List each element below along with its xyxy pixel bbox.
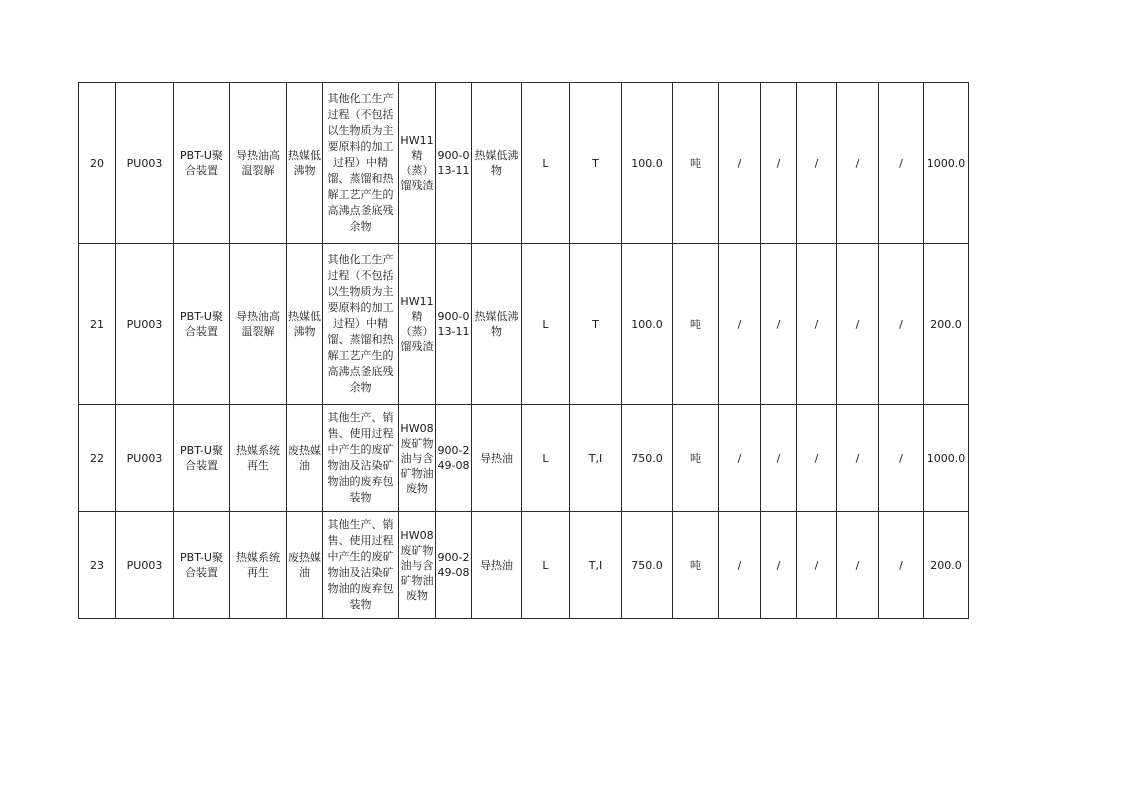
amount-cell: 750.0 — [622, 512, 673, 619]
slash-cell: / — [797, 512, 837, 619]
main-component-cell: 热媒低沸物 — [472, 83, 522, 244]
slash-cell: / — [719, 512, 761, 619]
waste-code-cell: 900-249-08 — [436, 512, 472, 619]
unit-code-cell: PU003 — [116, 512, 174, 619]
industry-source-cell: 其他化工生产过程（不包括以生物质为主要原料的加工过程）中精馏、蒸馏和热解工艺产生的高沸点釜底残余物 — [323, 83, 399, 244]
process-cell: 导热油高温裂解 — [230, 83, 287, 244]
hazardous-waste-table — [78, 82, 969, 619]
waste-name-cell: 废热媒油 — [287, 405, 323, 512]
main-component-cell: 导热油 — [472, 512, 522, 619]
unit-code-cell: PU003 — [116, 83, 174, 244]
hazard-property-cell: T — [570, 244, 622, 405]
slash-cell: / — [797, 244, 837, 405]
hazard-property-cell: T — [570, 83, 622, 244]
form-cell: L — [522, 83, 570, 244]
unit-cell: 吨 — [673, 512, 719, 619]
storage-amount-cell: 200.0 — [924, 512, 969, 619]
waste-name-cell: 热媒低沸物 — [287, 83, 323, 244]
row-number-cell: 21 — [79, 244, 116, 405]
unit-cell: 吨 — [673, 83, 719, 244]
amount-cell: 100.0 — [622, 83, 673, 244]
form-cell: L — [522, 244, 570, 405]
unit-cell: 吨 — [673, 405, 719, 512]
table-row — [79, 244, 969, 405]
unit-code-cell: PU003 — [116, 244, 174, 405]
waste-name-cell: 热媒低沸物 — [287, 244, 323, 405]
unit-cell: 吨 — [673, 244, 719, 405]
industry-source-cell: 其他生产、销售、使用过程中产生的废矿物油及沾染矿物油的废弃包装物 — [323, 405, 399, 512]
slash-cell: / — [879, 512, 924, 619]
slash-cell: / — [761, 83, 797, 244]
waste-name-cell: 废热媒油 — [287, 512, 323, 619]
slash-cell: / — [879, 244, 924, 405]
slash-cell: / — [761, 244, 797, 405]
main-component-cell: 导热油 — [472, 405, 522, 512]
industry-source-cell: 其他生产、销售、使用过程中产生的废矿物油及沾染矿物油的废弃包装物 — [323, 512, 399, 619]
waste-code-cell: 900-013-11 — [436, 244, 472, 405]
slash-cell: / — [879, 83, 924, 244]
waste-category-cell: HW08废矿物油与含矿物油废物 — [399, 405, 436, 512]
waste-category-cell: HW11精（蒸）馏残渣 — [399, 83, 436, 244]
device-name-cell: PBT-U聚合装置 — [174, 512, 230, 619]
process-cell: 热媒系统再生 — [230, 405, 287, 512]
row-number-cell: 22 — [79, 405, 116, 512]
waste-code-cell: 900-249-08 — [436, 405, 472, 512]
hazard-property-cell: T,I — [570, 512, 622, 619]
form-cell: L — [522, 405, 570, 512]
slash-cell: / — [719, 244, 761, 405]
form-cell: L — [522, 512, 570, 619]
table-row — [79, 512, 969, 619]
table-row — [79, 405, 969, 512]
row-number-cell: 23 — [79, 512, 116, 619]
storage-amount-cell: 1000.0 — [924, 405, 969, 512]
slash-cell: / — [719, 83, 761, 244]
slash-cell: / — [761, 405, 797, 512]
slash-cell: / — [761, 512, 797, 619]
waste-category-cell: HW11精（蒸）馏残渣 — [399, 244, 436, 405]
slash-cell: / — [879, 405, 924, 512]
amount-cell: 750.0 — [622, 405, 673, 512]
waste-code-cell: 900-013-11 — [436, 83, 472, 244]
storage-amount-cell: 200.0 — [924, 244, 969, 405]
slash-cell: / — [837, 512, 879, 619]
unit-code-cell: PU003 — [116, 405, 174, 512]
process-cell: 导热油高温裂解 — [230, 244, 287, 405]
slash-cell: / — [797, 405, 837, 512]
row-number-cell: 20 — [79, 83, 116, 244]
amount-cell: 100.0 — [622, 244, 673, 405]
hazard-property-cell: T,I — [570, 405, 622, 512]
slash-cell: / — [719, 405, 761, 512]
slash-cell: / — [837, 244, 879, 405]
device-name-cell: PBT-U聚合装置 — [174, 405, 230, 512]
device-name-cell: PBT-U聚合装置 — [174, 83, 230, 244]
main-component-cell: 热媒低沸物 — [472, 244, 522, 405]
industry-source-cell: 其他化工生产过程（不包括以生物质为主要原料的加工过程）中精馏、蒸馏和热解工艺产生的高沸点釜底残余物 — [323, 244, 399, 405]
process-cell: 热媒系统再生 — [230, 512, 287, 619]
slash-cell: / — [837, 405, 879, 512]
table-row — [79, 83, 969, 244]
storage-amount-cell: 1000.0 — [924, 83, 969, 244]
slash-cell: / — [797, 83, 837, 244]
waste-category-cell: HW08废矿物油与含矿物油废物 — [399, 512, 436, 619]
device-name-cell: PBT-U聚合装置 — [174, 244, 230, 405]
slash-cell: / — [837, 83, 879, 244]
